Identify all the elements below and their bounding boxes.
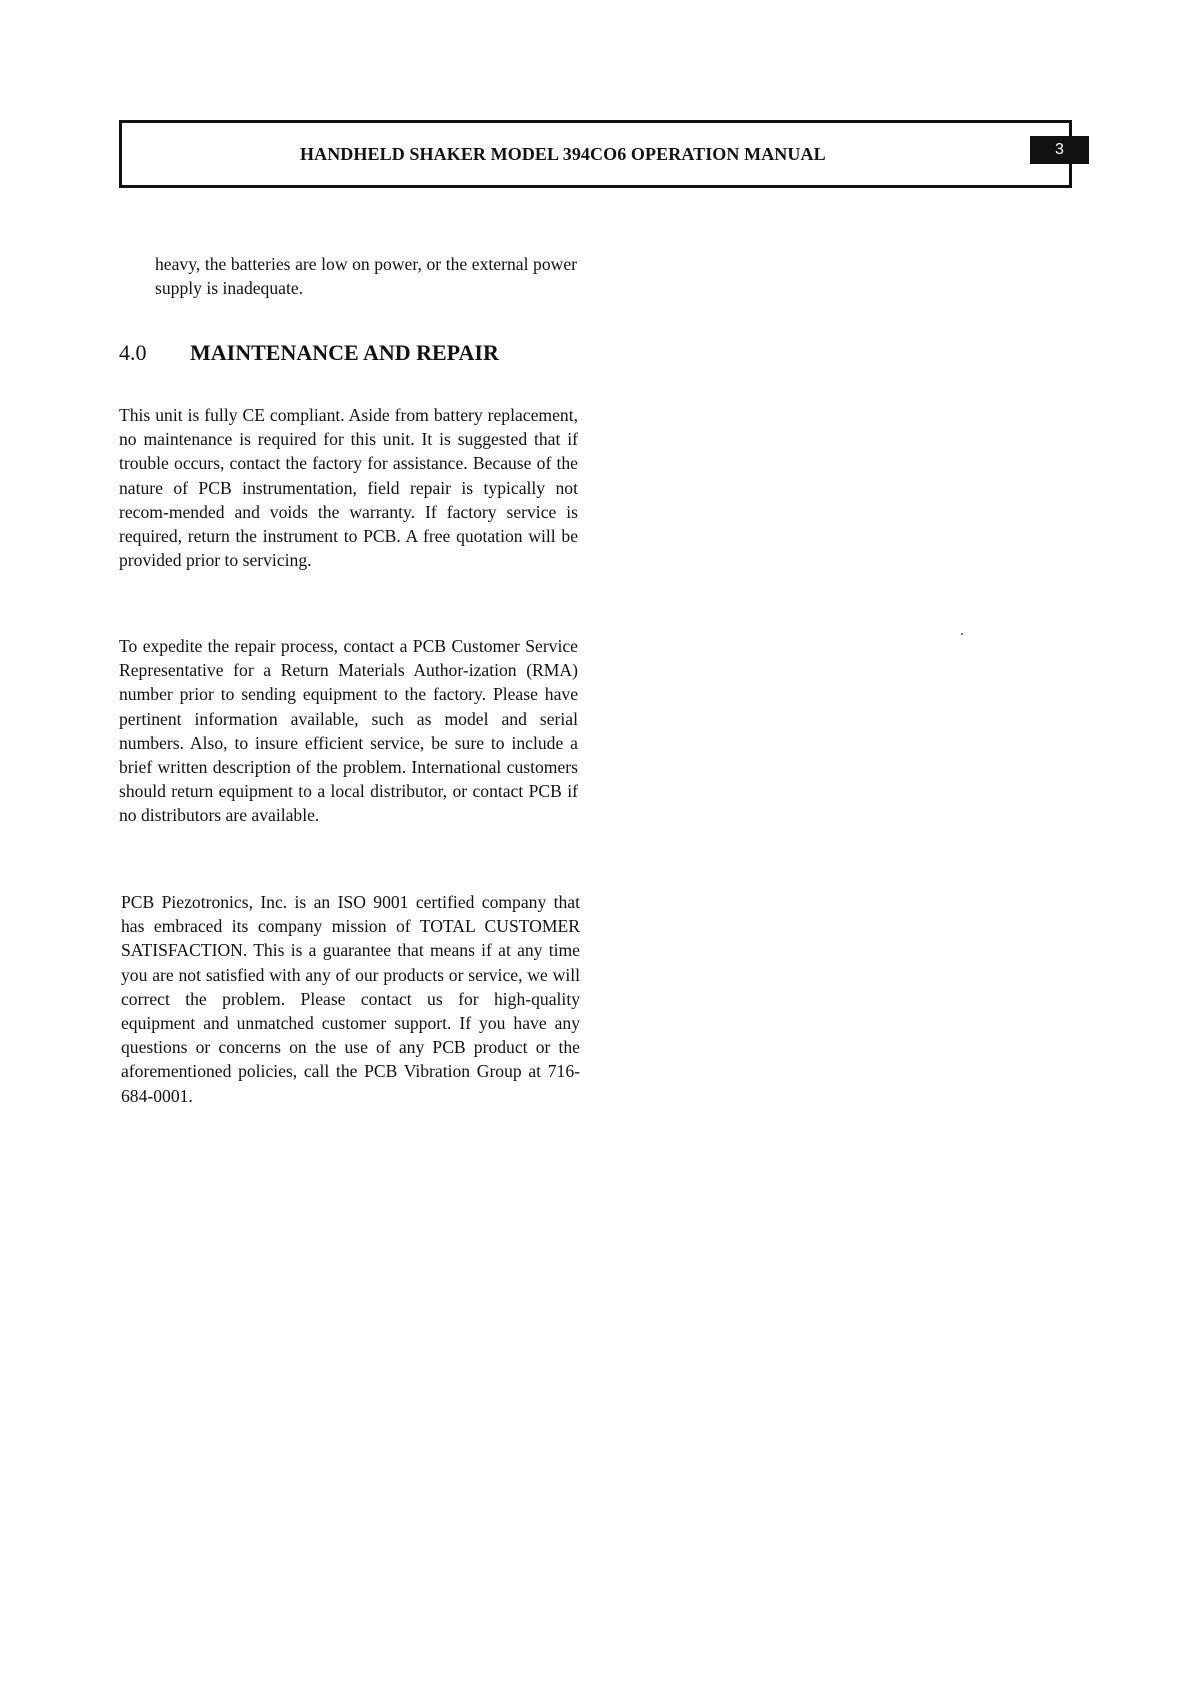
repair-process-paragraph: To expedite the repair process, contact a PCB Customer Service Representative for a Return Materials Author-ization (RMA) number prior to sending equipment to the factory. Please have pertinent information available, such as model and serial numbers. Also, to insure efficient service, be sure to include a brief written description of the problem. International customers should return equipment to a local distributor, or contact PCB if no distributors are available.	[119, 636, 578, 826]
section-heading	[119, 340, 499, 366]
scan-speck	[961, 633, 963, 635]
maintenance-paragraph: This unit is fully CE compliant. Aside from battery replacement, no maintenance is required for this unit. It is suggested that if trouble occurs, contact the factory for assistance. Because of the nature of PCB instrumentation, field repair is typically not recom-mended and voids the warranty. If factory service is required, return the instrument to PCB. A free quotation will be provided prior to servicing.	[119, 405, 578, 571]
manual-title: HANDHELD SHAKER MODEL 394CO6 OPERATION MANUAL	[300, 144, 826, 164]
page-number-badge: 3	[1030, 136, 1089, 164]
continuation-paragraph: heavy, the batteries are low on power, or the external power supply is inadequate.	[155, 254, 577, 299]
section-number: 4.0	[119, 340, 147, 365]
customer-satisfaction-paragraph: PCB Piezotronics, Inc. is an ISO 9001 certified company that has embraced its company mission of TOTAL CUSTOMER SATISFACTION. This is a guarantee that means if at any time you are not satisfied with any of our products or service, we will correct the problem. Please contact us for high-quality equipment and unmatched customer support. If you have any questions or concerns on the use of any PCB product or the aforementioned policies, call the PCB Vibration Group at 716-684-0001.	[121, 892, 580, 1106]
section-title: MAINTENANCE AND REPAIR	[190, 340, 499, 365]
